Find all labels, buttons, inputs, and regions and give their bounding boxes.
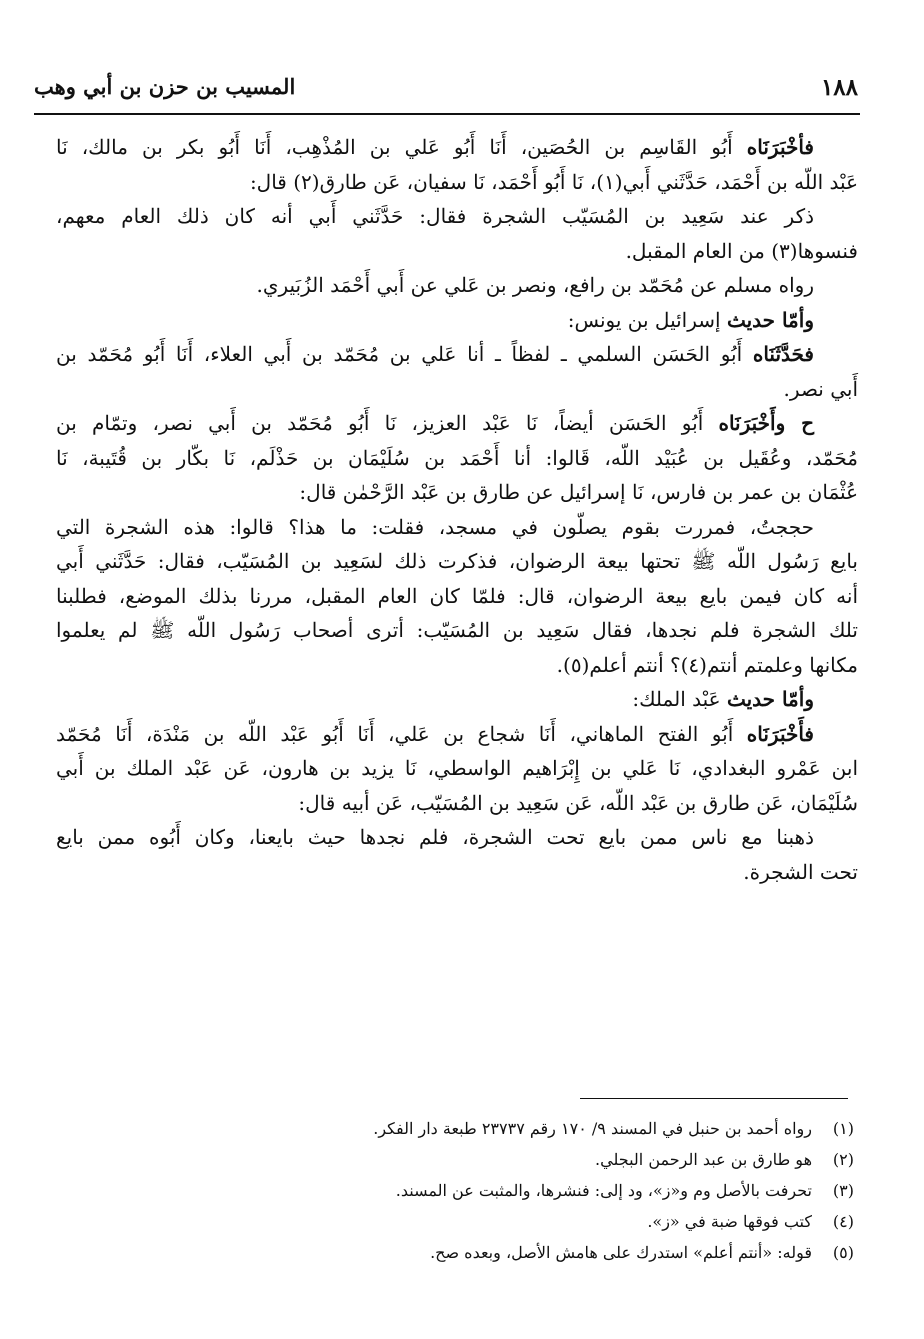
line-text: عَبْد اللّه بن أَحْمَد، حَدَّثَني أَبي(١)، نَا أَبُو أَحْمَد، نَا سفيان، عَن طارق(٢) قال: xyxy=(249,169,858,194)
running-title: المسيب بن حزن بن أبي وهب xyxy=(34,74,296,99)
line-text: أَبُو القَاسِم بن الحُصَين، أَنَا أَبُو عَلي بن المُذْهِب، أَنَا أَبُو بكر بن مالك، نَا xyxy=(56,135,747,159)
line-text: أَبي نصر. xyxy=(783,376,858,401)
keyword-lead: فأَخْبَرَنَاه xyxy=(746,721,814,746)
line-text: عُثْمَان بن عمر بن فارس، نَا إسرائيل عن طارق بن عَبْد الرَّحْمٰن قال: xyxy=(299,480,858,504)
text-line xyxy=(56,544,858,579)
text-line xyxy=(56,820,858,855)
text-line xyxy=(56,199,858,234)
text-line xyxy=(56,372,858,407)
text-line xyxy=(56,406,858,441)
footnote-divider xyxy=(580,1098,848,1099)
keyword-lead: فحَدَّثَنَاه xyxy=(752,342,814,366)
line-text: أَبُو الحَسَن أيضاً، نَا عَبْد العزيز، نَا أَبُو مُحَمّد بن أَبي نصر، وتمّام بن xyxy=(56,411,719,435)
line-text: سُلَيْمَان، عَن طارق بن عَبْد اللّه، عَن سَعِيد بن المُسَيّب، عَن أبيه قال: xyxy=(298,790,858,815)
footnote-number: (٢) xyxy=(832,1150,854,1169)
footnote-text: رواه أحمد بن حنبل في المسند ٩/ ١٧٠ رقم ٢٣٧٣٧ طبعة دار الفكر. xyxy=(373,1119,812,1138)
text-line xyxy=(56,441,858,476)
text-line xyxy=(56,337,858,372)
footnote-text: كتب فوقها ضبة في «ز». xyxy=(647,1212,812,1231)
footnote-number: (٣) xyxy=(832,1181,854,1200)
page-header xyxy=(34,74,858,108)
keyword-lead: ح وأَخْبَرَنَاه xyxy=(718,411,814,435)
text-line xyxy=(56,268,858,303)
text-line xyxy=(56,855,858,890)
footnote-text: قوله: «أنتم أعلم» استدرك على هامش الأصل، وبعده صح. xyxy=(430,1243,812,1262)
line-text: تلك الشجرة فلم نجدها، فقال سَعِيد بن المُسَيّب: أترى أصحاب رَسُول اللّه ﷺ لم يعلموا xyxy=(56,618,858,642)
line-text: بايع رَسُول اللّه ﷺ تحتها بيعة الرضوان، فذكرت ذلك لسَعِيد بن المُسَيّب، فقال: حَدَّثَني أَبي xyxy=(56,549,858,573)
text-line xyxy=(56,510,858,545)
footnote-item xyxy=(56,1113,854,1144)
footnote-item xyxy=(56,1175,854,1206)
footnote-item xyxy=(56,1237,854,1268)
line-text: ذكر عند سَعِيد بن المُسَيّب الشجرة فقال: حَدَّثَني أَبي أنه كان ذلك العام معهم، xyxy=(56,204,814,228)
main-text xyxy=(56,130,858,889)
footnote-number: (٤) xyxy=(832,1212,854,1231)
line-text: تحت الشجرة. xyxy=(743,859,858,884)
line-text: فنسوها(٣) من العام المقبل. xyxy=(625,238,858,263)
line-text: ذهبنا مع ناس ممن بايع تحت الشجرة، فلم نجدها حيث بايعنا، وكان أَبُوه ممن بايع xyxy=(56,825,814,849)
text-line xyxy=(56,786,858,821)
text-line xyxy=(56,165,858,200)
line-text: مُحَمّد، وعُقَيل بن عُبَيْد اللّه، قَالوا: أنا أَحْمَد بن سُلَيْمَان بن حَذْلَم، نَا بكّار بن قُتَيبة، نَا xyxy=(56,445,858,470)
footnote-text: تحرفت بالأصل وم و«ز»، ود إلى: فنشرها، والمثبت عن المسند. xyxy=(395,1181,812,1200)
text-line xyxy=(56,682,858,717)
line-text: أَبُو الفتح الماهاني، أَنَا شجاع بن عَلي، أَنَا أَبُو عَبْد اللّه بن مَنْدَة، أَنَا مُحَمّد xyxy=(56,721,747,746)
footnote-item xyxy=(56,1144,854,1175)
line-text: أَبُو الحَسَن السلمي ـ لفظاً ـ أنا عَلي بن مُحَمّد بن أَبي العلاء، أَنَا أَبُو مُحَمّد بن xyxy=(56,342,753,366)
line-text: رواه مسلم عن مُحَمّد بن رافع، ونصر بن عَلي عن أَبي أَحْمَد الزُبَيري. xyxy=(256,273,814,297)
text-line xyxy=(56,613,858,648)
text-line xyxy=(56,303,858,338)
text-line xyxy=(56,751,858,786)
text-line xyxy=(56,234,858,269)
header-divider xyxy=(34,113,860,115)
keyword-lead: وأمّا حديث xyxy=(726,307,814,332)
line-text: أنه كان فيمن بايع بيعة الرضوان، قال: فلمّا كان العام المقبل، مررنا بذلك الموضع، فطلبنا xyxy=(56,583,858,608)
line-text: إسرائيل بن يونس: xyxy=(567,307,727,332)
footnote-text: هو طارق بن عبد الرحمن البجلي. xyxy=(595,1150,812,1169)
keyword-lead: فأخْبَرَنَاه xyxy=(746,135,814,159)
text-line xyxy=(56,717,858,752)
footnotes xyxy=(56,1113,854,1268)
keyword-lead: وأمّا حديث xyxy=(726,687,814,711)
line-text: حججتُ، فمررت بقوم يصلّون في مسجد، فقلت: ما هذا؟ قالوا: هذه الشجرة التي xyxy=(56,514,814,539)
line-text: ابن عَمْرو البغدادي، نَا عَلي بن إِبْرَاهيم الواسطي، نَا يزيد بن هارون، عَن عَبْد الملك بن أَبي xyxy=(56,756,858,780)
line-text: عَبْد الملك: xyxy=(632,687,727,711)
footnote-item xyxy=(56,1206,854,1237)
text-line xyxy=(56,579,858,614)
text-line xyxy=(56,648,858,683)
line-text: مكانها وعلمتم أنتم(٤)؟ أنتم أعلم(٥). xyxy=(556,652,858,677)
footnote-number: (٥) xyxy=(832,1243,854,1262)
text-line xyxy=(56,475,858,510)
text-line xyxy=(56,130,858,165)
page-number: ١٨٨ xyxy=(820,74,858,101)
footnote-number: (١) xyxy=(832,1119,854,1138)
